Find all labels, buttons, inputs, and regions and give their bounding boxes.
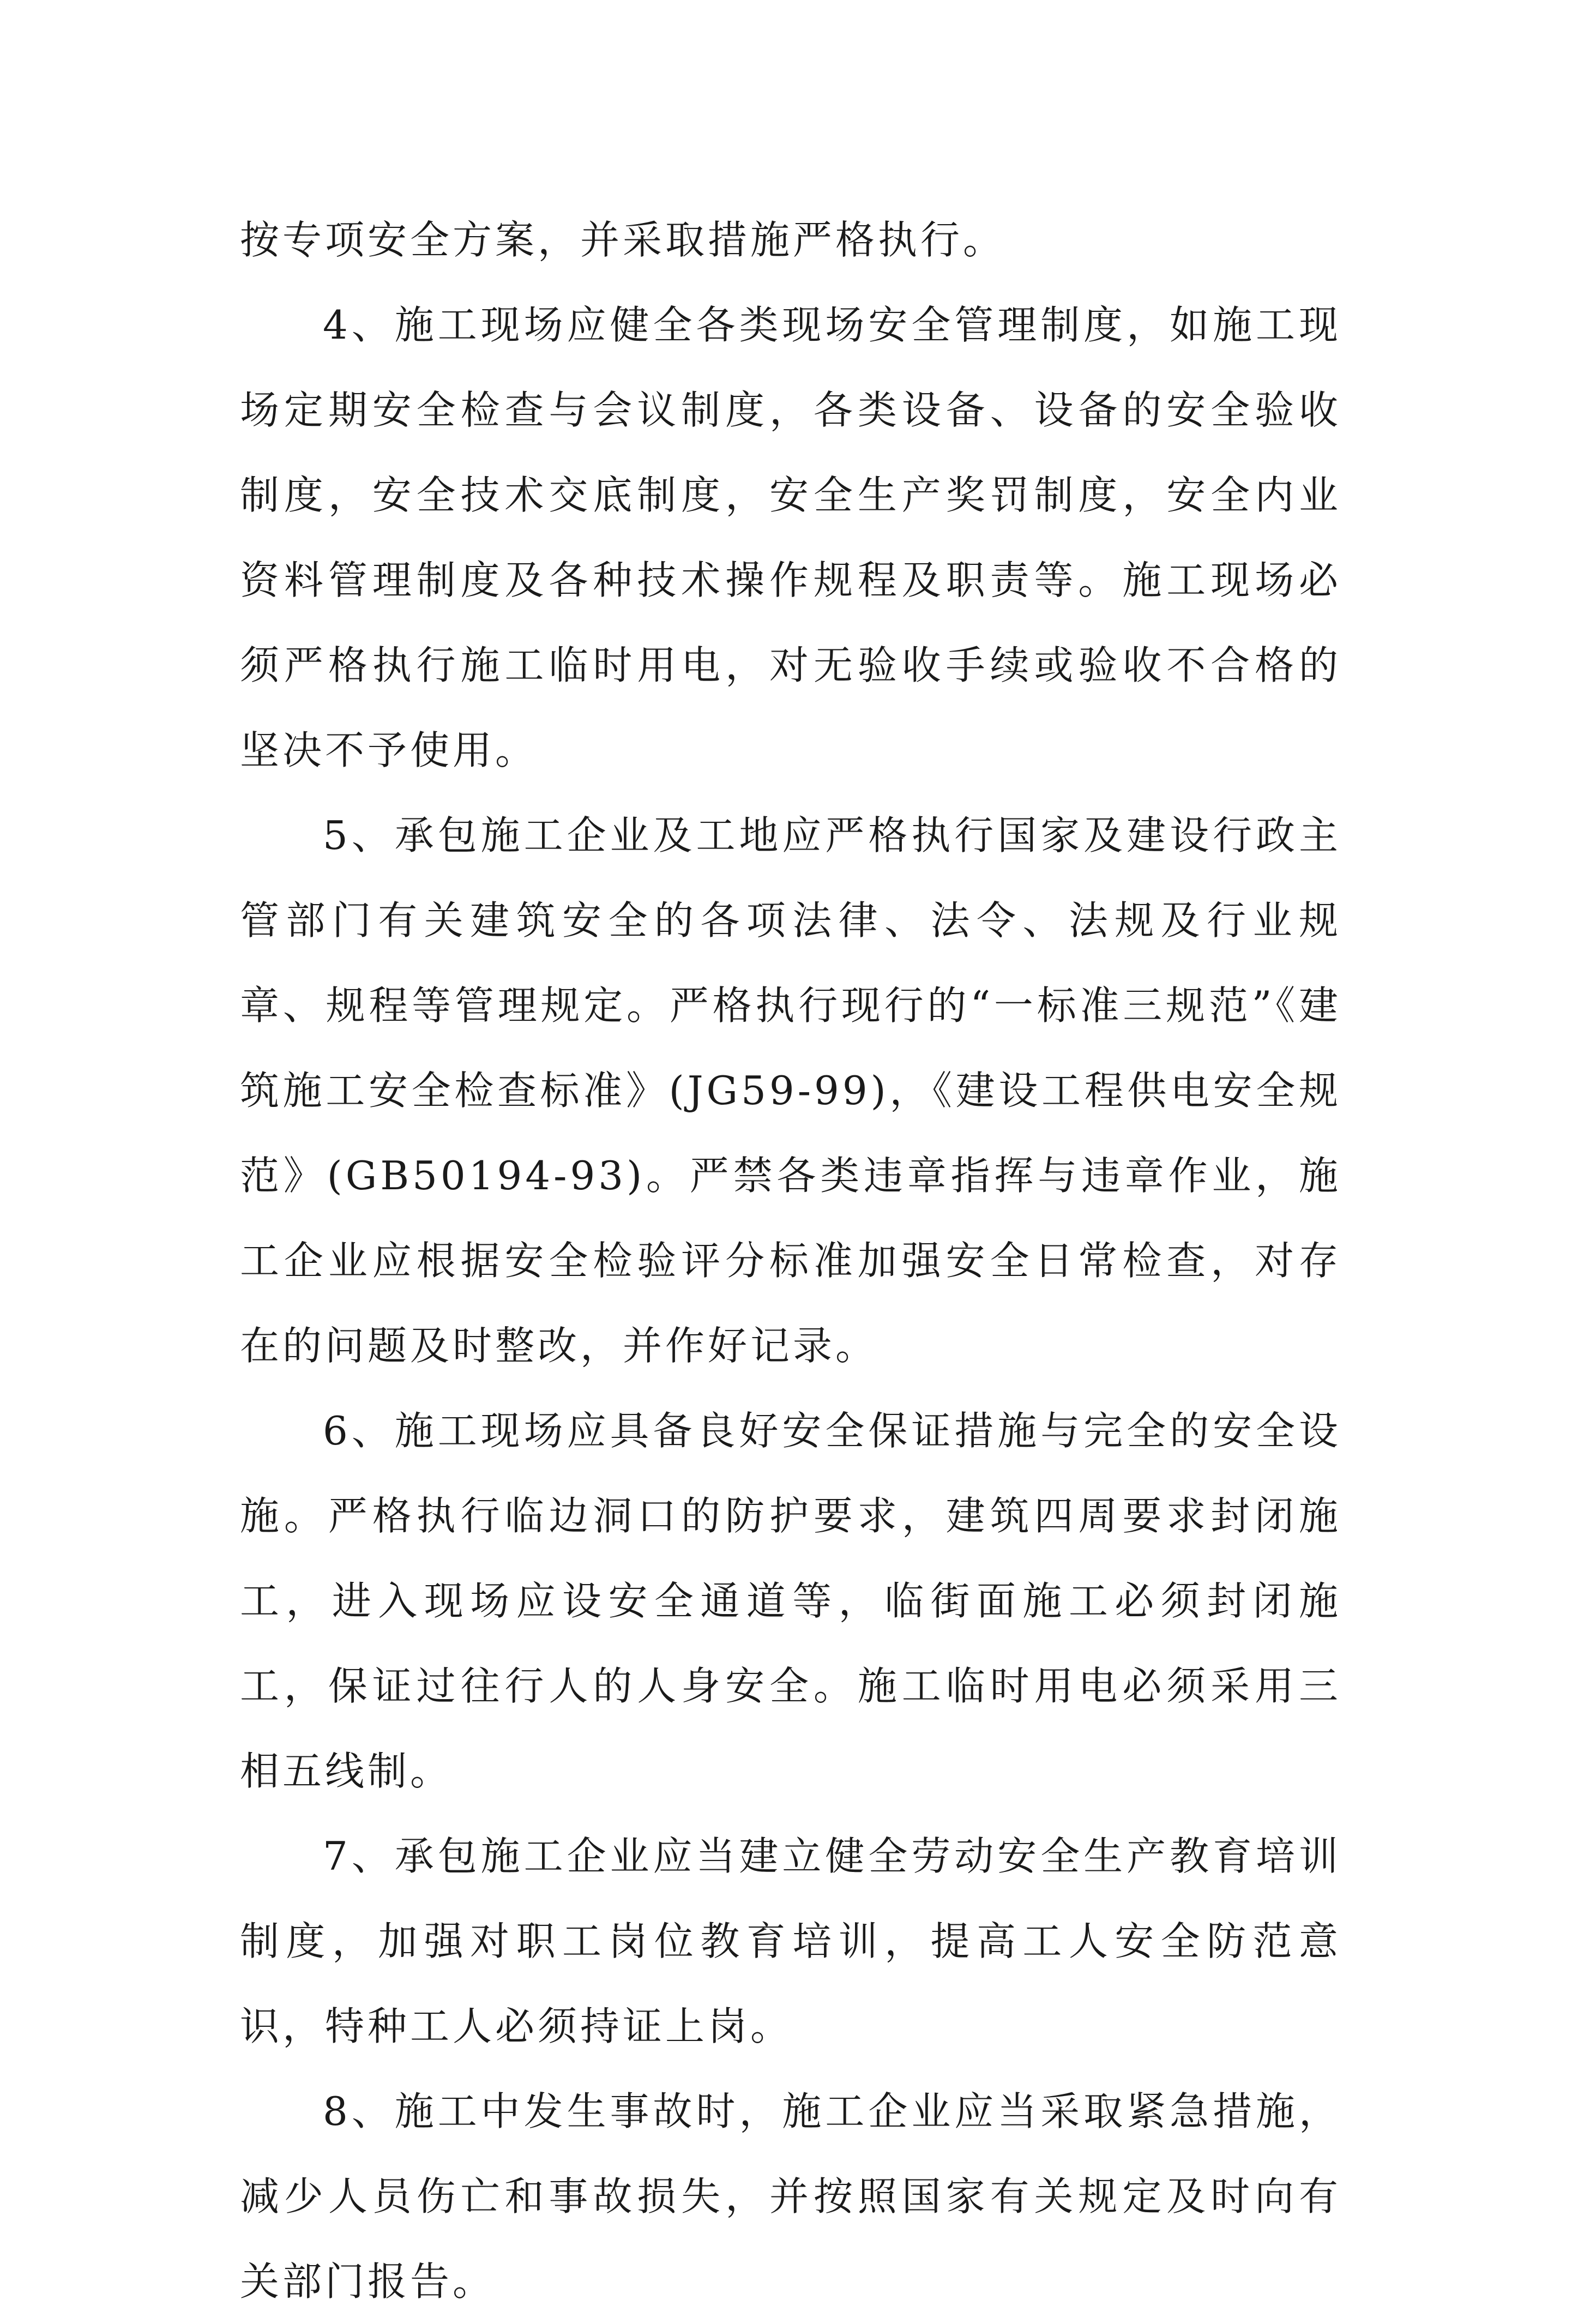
paragraph-item-7: 7、承包施工企业应当建立健全劳动安全生产教育培训制度，加强对职工岗位教育培训，提高工人安全防范意识，特种工人必须持证上岗。 bbox=[240, 1833, 1341, 2049]
paragraph-item-5: 5、承包施工企业及工地应严格执行国家及建设行政主管部门有关建筑安全的各项法律、法令、法规及行业规章、规程等管理规定。严格执行现行的“一标准三规范”《建筑施工安全检查标准》(JG59-99)，《建设工程供电安全规范》(GB50194-93)。严禁各类违章指挥与违章作业，施工企业应根据安全检验评分标准加强安全日常检查，对存在的问题及时整改，并作好记录。 bbox=[240, 812, 1341, 1369]
paragraph-item-8: 8、施工中发生事故时，施工企业应当采取紧急措施，减少人员伤亡和事故损失，并按照国家有关规定及时向有关部门报告。 bbox=[240, 2088, 1341, 2304]
paragraph-continued: 按专项安全方案，并采取措施严格执行。 bbox=[240, 217, 1006, 263]
paragraph-item-6: 6、施工现场应具备良好安全保证措施与完全的安全设施。严格执行临边洞口的防护要求，建筑四周要求封闭施工，进入现场应设安全通道等，临街面施工必须封闭施工，保证过往行人的人身安全。施工临时用电必须采用三相五线制。 bbox=[240, 1408, 1341, 1794]
paragraph-item-4: 4、施工现场应健全各类现场安全管理制度，如施工现场定期安全检查与会议制度，各类设备、设备的安全验收制度，安全技术交底制度，安全生产奖罚制度，安全内业资料管理制度及各种技术操作规程及职责等。施工现场必须严格执行施工临时用电，对无验收手续或验收不合格的坚决不予使用。 bbox=[240, 302, 1341, 773]
document-body bbox=[240, 197, 1341, 2324]
